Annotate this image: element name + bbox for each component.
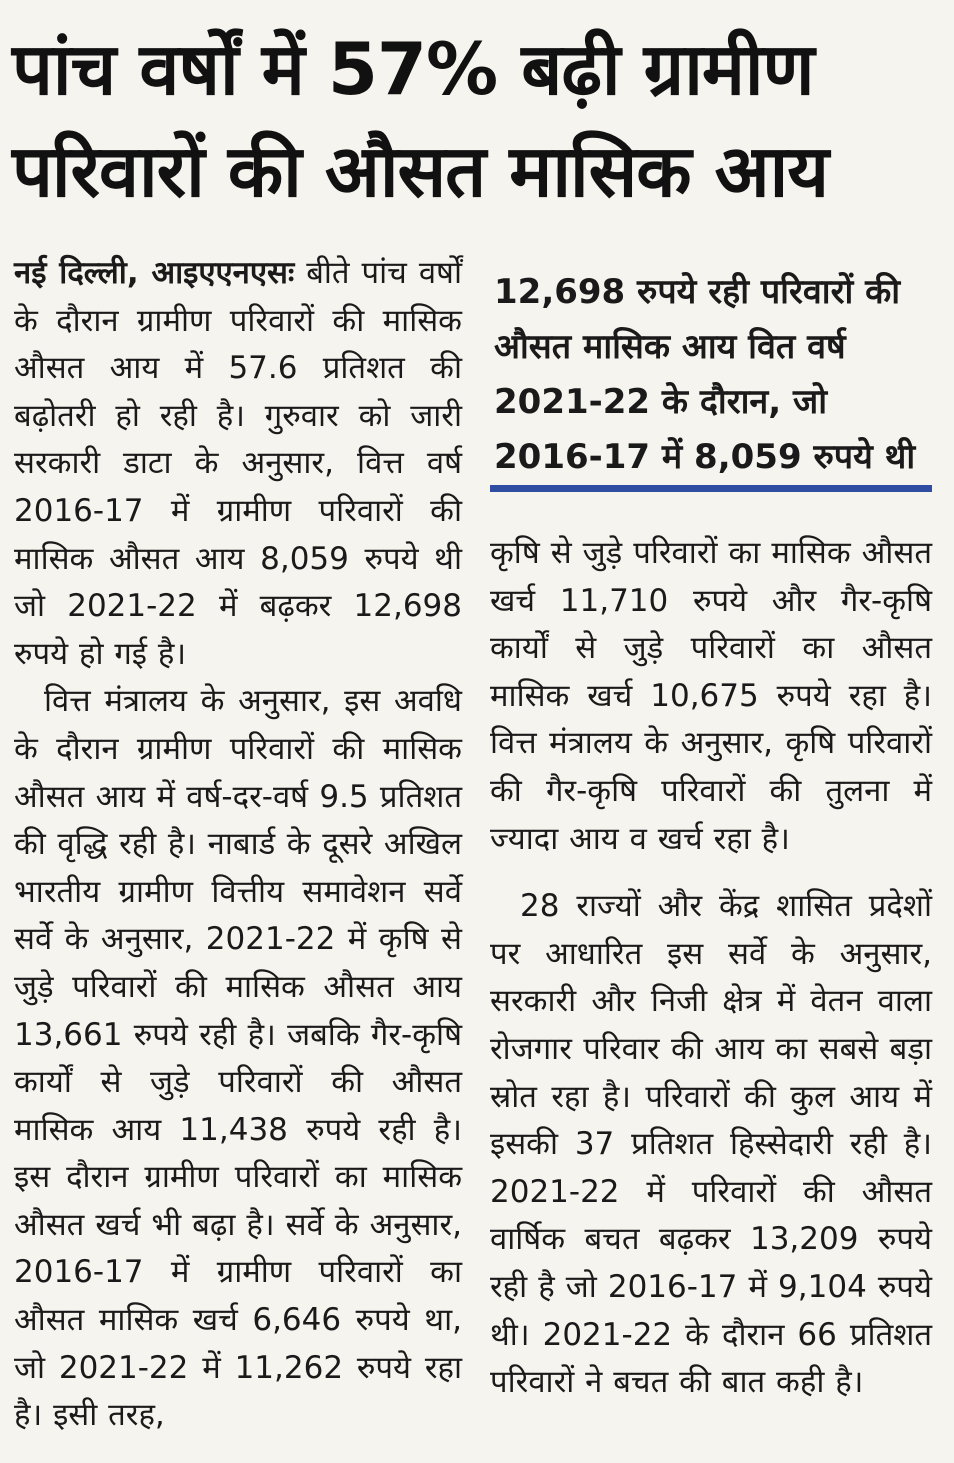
left-column	[14, 250, 462, 1440]
pullquote: 12,698 रुपये रही परिवारों की औसत मासिक आय वित वर्ष 2021-22 के दौरान, जो 2016-17 में 8,059 रुपये थी	[494, 272, 916, 477]
paragraph-4: 28 राज्यों और केंद्र शासित प्रदेशों पर आधारित इस सर्वे के अनुसार, सरकारी और निजी क्षेत्र में वेतन वाला रोजगार परिवार की आय का सबसे बड़ा स्रोत रहा है। परिवारों की कुल आय में इसकी 37 प्रतिशत हिस्सेदारी रही है। 2021-22 में परिवारों की औसत वार्षिक बचत बढ़कर 13,209 रुपये रही है जो 2016-17 में 9,104 रुपये थी। 2021-22 के दौरान 66 प्रतिशत परिवारों ने बचत की बात कही है।	[490, 888, 932, 1401]
paragraph-2: वित्त मंत्रालय के अनुसार, इस अवधि के दौरान ग्रामीण परिवारों की मासिक औसत आय में वर्ष-दर-वर्ष 9.5 प्रतिशत की वृद्धि रही है। नाबार्ड के दूसरे अखिल भारतीय ग्रामीण वित्तीय समावेशन सर्वे सर्वे के अनुसार, 2021-22 में कृषि से जुड़े परिवारों की मासिक औसत आय 13,661 रुपये रही है। जबकि गैर-कृषि कार्यों से जुड़े परिवारों की औसत मासिक आय 11,438 रुपये रही है। इस दौरान ग्रामीण परिवारों का मासिक औसत खर्च भी बढ़ा है। सर्वे के अनुसार, 2016-17 में ग्रामीण परिवारों का औसत मासिक खर्च 6,646 रुपये था, जो 2021-22 में 11,262 रुपये रहा है। इसी तरह,	[14, 683, 462, 1434]
paragraph-1-text: बीते पांच वर्षों के दौरान ग्रामीण परिवारों की मासिक औसत आय में 57.6 प्रतिशत की बढ़ोतरी हो रही है। गुरुवार को जारी सरकारी डाटा के अनुसार, वित्त वर्ष 2016-17 में ग्रामीण परिवारों की मासिक औसत आय 8,059 रुपये थी जो 2021-22 में बढ़कर 12,698 रुपये हो गई है।	[14, 255, 462, 672]
pullquote-divider	[490, 485, 932, 492]
dateline: नई दिल्ली, आइएएनएसः	[14, 255, 295, 291]
right-column	[490, 530, 932, 1407]
paragraph-1	[14, 250, 462, 678]
paragraph-3: कृषि से जुड़े परिवारों का मासिक औसत खर्च 11,710 रुपये और गैर-कृषि कार्यों से जुड़े परिवारों का औसत मासिक खर्च 10,675 रुपये रहा है। वित्त मंत्रालय के अनुसार, कृषि परिवारों की गैर-कृषि परिवारों की तुलना में ज्यादा आय व खर्च रहा है।	[490, 535, 932, 857]
headline: पांच वर्षों में 57% बढ़ी ग्रामीण परिवारों की औसत मासिक आय	[12, 27, 829, 213]
